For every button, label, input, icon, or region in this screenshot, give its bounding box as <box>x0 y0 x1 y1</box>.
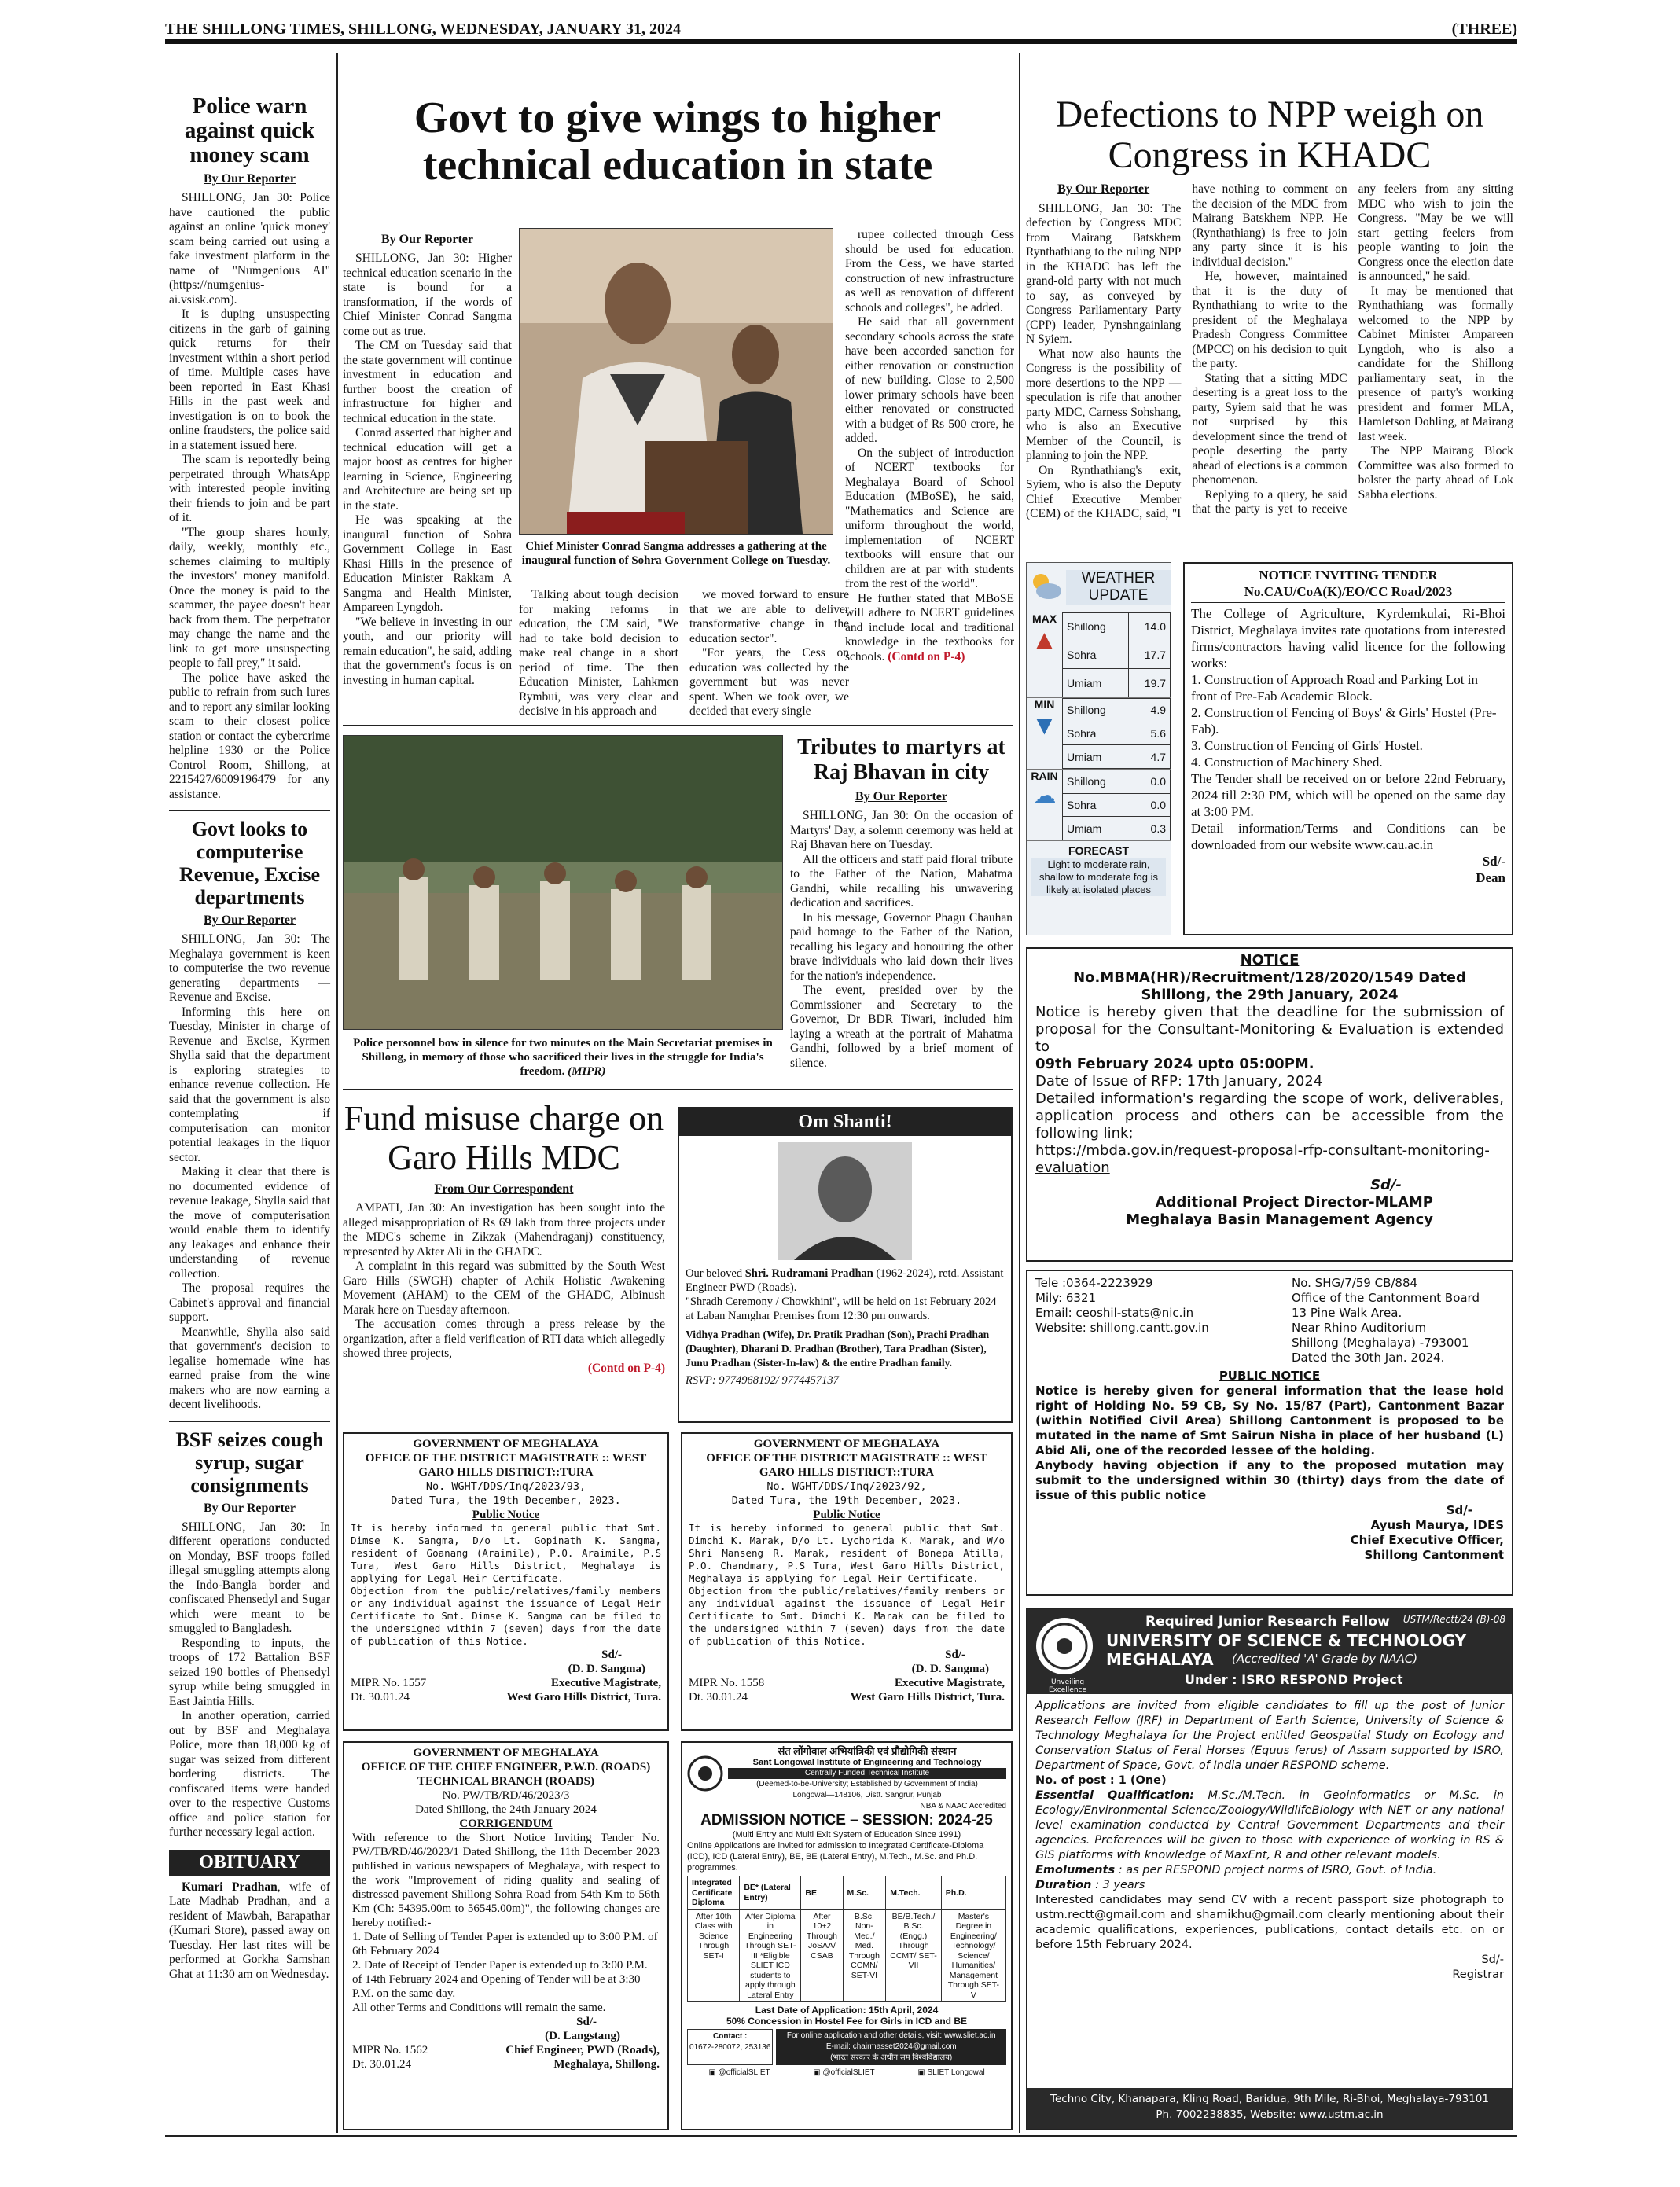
paragraph: On the subject of introduction of NCERT textbooks for Meghalaya Board of School Education (MBoSE), he said, "Mathematics and Science are uniform throughout the world, implementation of NCERT textbooks will ensure that our children are at par with students from the rest of the world". <box>845 446 1014 590</box>
sliet-logo-icon <box>687 1755 723 1792</box>
dm-title: Public Notice <box>813 1509 880 1521</box>
paragraph: "The group shares hourly, daily, weekly, monthly etc., schemes claiming to multiply the investors' money manifold. Once the money is paid to the scammer, the payee doesn't hear back from them. The perpetrator may change the name and the link to get more unsuspecting people to fall prey," it said. <box>169 525 330 670</box>
weather-station: Sohra <box>1063 641 1129 669</box>
ustm-emol-label: Emoluments <box>1035 1864 1116 1876</box>
ustm-emol: : as per RESPOND project norms of ISRO, Govt. of India. <box>1115 1864 1437 1876</box>
pwd-corrigendum <box>343 1741 669 2130</box>
ustm-university: UNIVERSITY OF SCIENCE & TECHNOLOGY MEGHALAYA <box>1106 1631 1467 1669</box>
paragraph: Meanwhile, Shylla also said that government's decision to legalise homemade wine has earned praise from the wine makers who are now earning a decent livelihoods. <box>169 1325 330 1411</box>
dm-sd: Sd/- <box>601 1649 622 1661</box>
paragraph: rupee collected through Cess should be used for education. From the Cess, we have started construction of new infrastructure as well as renovation of different schools and colleges", he added. <box>845 228 1014 314</box>
om-shanti-box <box>678 1107 1013 1423</box>
dm-name: (D. D. Sangma) <box>568 1663 645 1675</box>
dm-office: OFFICE OF THE DISTRICT MAGISTRATE :: WEST GARO HILLS DISTRICT::TURA <box>706 1452 987 1479</box>
sliet-th: M.Tech. <box>886 1876 942 1910</box>
ustm-grade: (Accredited 'A' Grade by NAAC) <box>1232 1652 1418 1666</box>
cantt-body: Notice is hereby given for general information that the lease hold right of Holding No. 59 CB, Sy No. 15/87 (Part), Cantonment Bazar (within Notified Civil Area) Shillong Cantonment is proposed to be mutated in the name of Smt Sairun Nisha in place of her husband (L) Abid Ali, one of the recorded lessee of the holding. <box>1035 1384 1504 1457</box>
mbma-date: Shillong, the 29th January, 2024 <box>1141 987 1399 1003</box>
divider <box>343 725 1013 726</box>
cantt-date: Dated the 30th Jan. 2024. <box>1292 1351 1445 1365</box>
paragraph: Conrad asserted that higher and technical education will get a major boost as centres for higher learning in Science, Engineering and Architecture are being set up in the state. <box>343 426 512 513</box>
sliet-td: Master's Degree in Engineering/ Technology/ Science/ Humanities/ Management Through SET-V <box>941 1909 1005 2002</box>
column-rule <box>1019 53 1020 2133</box>
dm-sig: Executive Magistrate, <box>551 1677 661 1689</box>
cantt-web[interactable]: Website: shillong.cantt.gov.in <box>1035 1321 1209 1335</box>
tender-ref: No.CAU/CoA(K)/EO/CC Road/2023 <box>1244 584 1453 599</box>
headline-wings: Govt to give wings to higher technical education in state <box>414 94 942 189</box>
paragraph: What now also haunts the Congress is the possibility of more desertions to the NPP — speculation is rife that another party MDC, Carness Sohshang, who is also an Executive Member of the Council, is planning to join the NPP. <box>1026 347 1182 462</box>
paragraph: SHILLONG, Jan 30: On the occasion of Martyrs' Day, a solemn ceremony was held at Raj Bhavan here on Tuesday. <box>790 809 1013 851</box>
byline-bsf: By Our Reporter <box>203 1501 296 1515</box>
om-ceremony: "Shradh Ceremony / Chowkhini", will be held on 1st February 2024 at Laban Namghar Premises from 12:30 pm onwards. <box>686 1296 997 1322</box>
article-scam <box>169 191 330 802</box>
sliet-th: Integrated Certificate Diploma <box>688 1876 740 1910</box>
dm-mipr: MIPR No. 1557 <box>351 1677 427 1689</box>
paragraph: It may be mentioned that Rynthathiang was formally welcomed to the NPP by Cabinet Minister Ampareen Lyngdoh, who is also a candidate for the Shillong parliamentary seat, in the presence of party's working president and former MLA, Hamletson Dohling, at Mairang last week. <box>1358 284 1513 443</box>
sliet-td: After Diploma in Engineering Through SET-III *Eligible SLIET ICD students to apply through Lateral Entry <box>740 1909 801 2002</box>
sliet-online-text[interactable]: For online application and other details, visit: www.sliet.ac.in <box>786 2031 996 2040</box>
dm-body: It is hereby informed to general public that Smt. Dimse K. Sangma, D/o Lt. Gopinath K. Sangma, resident of Goanang (Araimile), P.O. Araimile, P.S Tura, West Garo Hills District, Meghalaya is applying for Legal Heir Certificate. <box>351 1522 661 1584</box>
ustm-intro: Applications are invited from eligible candidates to fill up the post of Junior Research Fellow (JRF) in Department of Earth Science, University of Science & Technology Meghalaya for the Project entitled Geospatial Study on Ecology and Conservation Status of Feral Horses (Equus ferus) of Assam supported by ISRO, Department of Space, Govt. of India under RESPOND scheme. <box>1035 1700 1504 1772</box>
pwd-sig: Meghalaya, Shillong. <box>553 2058 660 2071</box>
tender-deadline: The Tender shall be received on or before 22nd February, 2024 till 2:30 PM, which will be opened on the same day at 3:00 PM. <box>1191 771 1505 819</box>
linkedin-icon: ▣ SLIET Longowal <box>917 2068 985 2077</box>
sliet-td: After 10th Class with Science Through SET-I <box>688 1909 740 2002</box>
ustm-apply: Interested candidates may send CV with a recent passport size photograph to ustm.rectt@gmail.com and shamikhu@gmail.com clearly mentioning about their academic qualifications, experiences, publications, contact details etc. on or before 15th February 2024. <box>1035 1894 1504 1951</box>
weather-value: 19.7 <box>1129 669 1171 697</box>
pwd-name: (D. Langstang) <box>545 2030 620 2042</box>
sliet-concession: 50% Concession in Hostel Fee for Girls in ICD and BE <box>726 2016 968 2027</box>
sliet-td: After 10+2 Through JoSAA/ CSAB <box>801 1909 843 2002</box>
dm-ref: No. WGHT/DDS/Inq/2023/93, <box>425 1480 586 1493</box>
paragraph: Stating that a sitting MDC deserting is a great loss to the party, Syiem said that he was not surprised by this development since the trend of people deserting the party ahead of elections is a common phenomenon. <box>1192 371 1347 487</box>
sliet-name: Sant Longowal Institute of Engineering and Technology <box>752 1758 982 1767</box>
twitter-icon: ▣ @officialSLIET <box>813 2068 875 2077</box>
dm-sig: West Garo Hills District, Tura. <box>506 1691 661 1704</box>
forecast-text: Light to moderate rain, shallow to moderate fog is likely at isolated places <box>1031 858 1166 896</box>
pwd-date: Dated Shillong, the 24th January 2024 <box>415 1803 597 1816</box>
byline-scam: By Our Reporter <box>203 172 296 186</box>
weather-station: Sohra <box>1063 793 1134 817</box>
obituary-name: Kumari Pradhan <box>182 1880 278 1894</box>
paragraph: AMPATI, Jan 30: An investigation has been sought into the alleged misappropriation of Rs 69 lakh from three projects under the MDC's scheme in Zikzak (Mahendraganj) constituency, represented by Akter Ali in the GHADC. <box>343 1201 665 1259</box>
dm-dt: Dt. 30.01.24 <box>351 1691 410 1704</box>
footer-rule <box>165 2135 1517 2137</box>
paragraph: He, however, maintained that it is the duty of Rynthathiang to write to the president of the Meghalaya Pradesh Congress Committee (MPCC) on his decision to quit the party. <box>1192 270 1347 370</box>
headline-defections: Defections to NPP weigh on Congress in KHADC <box>1055 94 1484 176</box>
sliet-email[interactable]: E-mail: chairmasset2024@gmail.com <box>825 2042 957 2051</box>
cantt-sd: Sd/- <box>1446 1503 1472 1517</box>
cantt-sig: Shillong Cantonment <box>1364 1548 1504 1562</box>
sliet-hindi-name: संत लोंगोवाल अभियांत्रिकी एवं प्रौद्योगिकी संस्थान <box>778 1745 957 1757</box>
headline-scam: Police warn against quick money scam <box>184 94 315 167</box>
pwd-sd: Sd/- <box>576 2016 597 2028</box>
defections-body <box>1026 182 1513 528</box>
sliet-subtitle: (Multi Entry and Multi Exit System of Education Since 1991) <box>732 1830 961 1840</box>
obituary-body: , wife of Late Madhab Pradhan, and a resident of Mawbah, Barapathar (Kumari Store), passed away on Tuesday. Her last rites will be performed at Gorkha Samshan Ghat at 11:30 am on Wednesday. <box>169 1880 331 1981</box>
weather-max-label: MAX <box>1031 612 1057 625</box>
dm-mipr: MIPR No. 1558 <box>689 1677 765 1689</box>
cantt-addr: Near Rhino Auditorium <box>1292 1321 1427 1335</box>
mbma-body: Notice is hereby given that the deadline for the submission of proposal for the Consultant-Monitoring & Evaluation is extended to <box>1035 1004 1504 1055</box>
dm-gov: GOVERNMENT OF MEGHALAYA <box>753 1438 940 1450</box>
weather-station: Umiam <box>1063 669 1129 697</box>
om-text: (1962-2024), retd. Assistant Engineer PWD (Roads). <box>686 1267 1004 1294</box>
pwd-branch: TECHNICAL BRANCH (ROADS) <box>417 1775 595 1788</box>
defections-article <box>1026 94 1513 566</box>
dm-name: (D. D. Sangma) <box>911 1663 989 1675</box>
mbma-sd: Sd/- <box>1370 1177 1402 1193</box>
weather-value: 0.0 <box>1134 793 1171 817</box>
paragraph: we moved forward to ensure that we are able to deliver transformative change in the education sector". <box>689 588 849 645</box>
weather-station: Shillong <box>1063 613 1129 641</box>
pwd-item: 1. Date of Selling of Tender Paper is extended up to 3:00 P.M. of 6th February 2024 <box>352 1931 658 1957</box>
weather-value: 0.3 <box>1134 817 1171 840</box>
photo-police-silence <box>343 735 783 1030</box>
weather-sun-cloud-icon <box>1027 568 1066 607</box>
dm-gov: GOVERNMENT OF MEGHALAYA <box>413 1438 599 1450</box>
dm-sd: Sd/- <box>945 1649 965 1661</box>
ustm-phone: Ph. 7002238835, Website: www.ustm.ac.in <box>1156 2108 1384 2121</box>
sliet-title: ADMISSION NOTICE – SESSION: 2024-25 <box>700 1812 993 1829</box>
paragraph: SHILLONG, Jan 30: The defection by Congress MDC from Mairang Batskhem Rynthathiang to the ruling NPP in the KHADC has left the grand-old party with not much to say, as conveyed by Congress Parliamentary Party (CPP) leader, Pynshngainlang N Syiem. <box>1026 201 1182 346</box>
weather-value: 4.7 <box>1134 745 1171 769</box>
mbma-body: Detailed information's regarding the scope of work, deliverables, application process and others can be accessible from the following link; <box>1035 1090 1504 1141</box>
paragraph: He said that all government secondary schools across the state have been accorded sanction for either renovation or construction of new building. Close to 2,500 lower primary schools have been either renovated or constructed with a budget of Rs 500 crore, he added. <box>845 315 1014 445</box>
tender-title: NOTICE INVITING TENDER <box>1259 568 1438 583</box>
paragraph: "For years, the Cess on education was collected by the government but was never spent. When we took over, we decided that every single <box>689 646 849 718</box>
mbma-sig: Additional Project Director-MLAMP <box>1155 1194 1433 1211</box>
wings-col1 <box>343 228 512 715</box>
paragraph: SHILLONG, Jan 30: Police have cautioned the public against an online 'quick money' scam being carried out using a fake investment platform in the name of "Numgenious AI" (https://numgenius-ai.vsisk.com). <box>169 191 330 307</box>
portrait-graphic <box>778 1142 912 1260</box>
paragraph: In another operation, carried out by BSF and Meghalaya Police, more than 18,000 kg of sugar was seized from different bordering districts. The confiscated items were handed over to the respective Customs office and police station for further necessary legal action. <box>169 1709 330 1839</box>
paragraph: Replying to a query, he said that the party is yet to receive any feelers from any sitting MDC who wish to join the Congress. "May be we will start getting feelers from people wanting to join the Congress once the election date is announced," he said. <box>1192 182 1513 516</box>
weather-value: 0.0 <box>1134 770 1171 794</box>
portrait-rudramani <box>778 1142 912 1260</box>
thermometer-hot-icon: ▲ <box>1031 625 1058 655</box>
forecast-title: FORECAST <box>1068 844 1129 857</box>
paragraph: SHILLONG, Jan 30: The Meghalaya government is keen to computerise the two revenue generating departments — Revenue and Excise. <box>169 932 330 1004</box>
column-rule <box>336 53 338 2133</box>
weather-station: Sohra <box>1063 722 1134 745</box>
sliet-admission <box>681 1741 1013 2130</box>
paragraph: On Rynthathiang's exit, Syiem, who is also the Deputy Chief Executive Member (CEM) of the KHADC, said, "I have nothing to comment on the decision of the MDC from Mairang Batskhem NPP. He (Rynthathiang) is free to join any party since it is his individual decision." <box>1026 182 1347 520</box>
weather-title: UPDATE <box>1088 587 1149 604</box>
article-revenue <box>169 932 330 1413</box>
paragraph: He was speaking at the inaugural function of Sohra Government College in East Khasi Hills in the presence of Education Minister Rakkam A Sangma and Health Minister, Ampareen Lyngdoh. <box>343 513 512 614</box>
photo-cm-graphic <box>520 229 833 534</box>
caption-police <box>343 1036 783 1083</box>
mbma-link[interactable]: https://mbda.gov.in/request-proposal-rfp-consultant-monitoring-evaluation <box>1035 1142 1490 1176</box>
dm-body: Objection from the public/relatives/family members or any individual against the issuance of Legal Heir Certificate to Smt. Dimchi K. Marak can be filed to the undersigned within 7 (seven) days from the date of publication of this Notice. <box>689 1585 1005 1647</box>
weather-widget <box>1026 562 1171 935</box>
weather-value: 4.9 <box>1134 699 1171 722</box>
weather-station: Umiam <box>1063 745 1134 769</box>
ustm-under: Under : ISRO RESPOND Project <box>1185 1672 1403 1687</box>
weather-station: Shillong <box>1063 699 1134 722</box>
contd-link[interactable]: (Contd on P-4) <box>888 649 965 663</box>
dm-ref: No. WGHT/DDS/Inq/2023/92, <box>766 1480 927 1493</box>
dm-sig: West Garo Hills District, Tura. <box>850 1691 1005 1704</box>
paragraph: The police have asked the public to refrain from such lures and to report any similar looking scam to their closest police station or contact the cybercrime helpline 1930 or the Police Control Room, Shillong, at 2215427/6009196479 for any assistance. <box>169 671 330 801</box>
sliet-td: BE/B.Tech./ B.Sc. (Engg.) Through CCMT/ SET-VII <box>886 1909 942 2002</box>
tender-sd: Sd/- <box>1482 854 1505 869</box>
tender-intro: The College of Agriculture, Kyrdemkulai, Ri-Bhoi District, Meghalaya invites rate quotations from interested firms/contractors having valid licence for the following works: <box>1191 606 1505 671</box>
mbma-title: NOTICE <box>1240 952 1300 969</box>
headline-bsf: BSF seizes cough syrup, sugar consignments <box>175 1428 324 1497</box>
dm-title: Public Notice <box>472 1509 540 1521</box>
thermometer-cold-icon: ▼ <box>1031 711 1058 741</box>
ustm-address: Techno City, Khanapara, Kling Road, Baridua, 9th Mile, Ri-Bhoi, Meghalaya-793101 <box>1050 2093 1489 2105</box>
martyrs-article <box>790 735 1013 1070</box>
headline-martyrs: Tributes to martyrs at Raj Bhavan in city <box>797 735 1005 785</box>
pwd-gov: GOVERNMENT OF MEGHALAYA <box>413 1747 599 1759</box>
divider <box>169 1421 330 1422</box>
sliet-linkedin[interactable]: SLIET Longowal <box>927 2068 985 2077</box>
ustm-emblem-icon <box>1034 1615 1095 1677</box>
pwd-ref: No. PW/TB/RD/46/2023/3 <box>442 1789 570 1802</box>
ustm-qual: M.Sc./M.Tech. in Geoinformatics or M.Sc. in Ecology/Environmental Science/Zoology/WildlifeBiology with NET or any national level examination conducted by Central Government Departments and their agencies. Preferences will be given to those with experience of working in RS & GIS platforms with knowledge of MaxEnt, R and other relevant models. <box>1035 1789 1504 1862</box>
dm-notice-2 <box>681 1432 1013 1731</box>
sliet-td: B.Sc. Non-Med./ Med. Through CCMN/ SET-VI <box>843 1909 886 2002</box>
paragraph: The event, presided over by the Commissioner and Secretary to the Governor, Dr BDR Tiwari, included him laying a wreath at the portrait of Mahatma Gandhi, followed by a brief moment of silence. <box>790 983 1013 1070</box>
obituary-banner: OBITUARY <box>169 1850 330 1876</box>
ustm-ad <box>1026 1608 1513 2130</box>
dm-office: OFFICE OF THE DISTRICT MAGISTRATE :: WEST GARO HILLS DISTRICT::TURA <box>365 1452 647 1479</box>
weather-station: Shillong <box>1063 770 1134 794</box>
mbma-ref: No.MBMA(HR)/Recruitment/128/2020/1549 Dated <box>1073 969 1466 986</box>
caption-police-text: Police personnel bow in silence for two minutes on the Main Secretariat premises in Shillong, in memory of those who sacrificed their lives in the struggle for India's freedom. <box>353 1037 773 1078</box>
mbma-issue: Date of Issue of RFP: 17th January, 2024 <box>1035 1073 1323 1090</box>
ustm-motto: Unveiling Excellence <box>1048 1678 1087 1694</box>
sliet-table <box>687 1876 1006 2002</box>
weather-title: WEATHER <box>1081 570 1156 586</box>
masthead-left: THE SHILLONG TIMES, SHILLONG, WEDNESDAY, JANUARY 31, 2024 <box>165 20 681 38</box>
byline-garo: From Our Correspondent <box>434 1182 574 1196</box>
sliet-twitter[interactable]: @officialSLIET <box>822 2068 875 2077</box>
ustm-sd: Sd/- <box>1481 1954 1504 1966</box>
ustm-registrar: Registrar <box>1452 1968 1504 1981</box>
ustm-title: Required Junior Research Fellow <box>1145 1614 1390 1630</box>
mbma-deadline: 09th February 2024 upto 05:00PM. <box>1035 1056 1314 1072</box>
wings-under-photo <box>519 588 849 722</box>
paragraph: In his message, Governor Phagu Chauhan paid homage to the Father of the Nation, recalling his legacy and honouring the other brave individuals who laid down their lives for the nation's independence. <box>790 910 1013 983</box>
weather-value: 14.0 <box>1129 613 1171 641</box>
rain-cloud-icon: ☁ <box>1032 783 1057 809</box>
cantonment-notice <box>1026 1270 1513 1596</box>
paragraph: It is duping unsuspecting citizens in the garb of gaining quick returns for their investment within a short period of time. Multiple cases have been reported in East Khasi Hills in the past week and investigation is on to book the online fraudsters, the police said in a statement issued here. <box>169 307 330 452</box>
weather-min <box>1027 698 1171 770</box>
facebook-icon: ▣ @officialSLIET <box>708 2068 770 2077</box>
ustm-qual-label: Essential Qualification: <box>1035 1789 1195 1802</box>
weather-min-label: MIN <box>1034 698 1055 711</box>
masthead <box>165 14 1517 44</box>
sliet-th: BE* (Lateral Entry) <box>740 1876 801 1910</box>
paragraph: The accusation comes through a press release by the organization, after a field verification of RTI data which allegedly showed three projects, <box>343 1318 665 1360</box>
pwd-item: All other Terms and Conditions will remain the same. <box>352 2001 606 2014</box>
headline-garo: Fund misuse charge on Garo Hills MDC <box>344 1099 664 1177</box>
garo-article <box>343 1099 665 1421</box>
weather-value: 5.6 <box>1134 722 1171 745</box>
cantt-addr: Shillong (Meghalaya) -793001 <box>1292 1336 1469 1350</box>
cantt-tel: Tele :0364-2223929 <box>1035 1276 1153 1290</box>
dm-notice-1 <box>343 1432 669 1731</box>
cantt-sig: Chief Executive Officer, <box>1350 1533 1504 1547</box>
page-number: (THREE) <box>1451 20 1517 38</box>
sliet-facebook[interactable]: @officialSLIET <box>718 2068 770 2077</box>
tender-item: 4. Construction of Machinery Shed. <box>1191 755 1383 770</box>
photo-cm-sangma <box>519 228 833 535</box>
mbma-notice <box>1026 947 1513 1262</box>
paragraph: Talking about tough decision for making reforms in education, the CM said, "We had to take bold decision to make real change in a short period of time. The then Education Minister, Lahkmen Rymbui, was very clear and decisive in his approach and <box>519 588 678 718</box>
sliet-sub: Centrally Funded Technical Institute <box>728 1768 1006 1779</box>
om-rsvp: RSVP: 9774968192/ 9774457137 <box>686 1374 839 1387</box>
paragraph: The NPP Mairang Block Committee was also formed to bolster the party ahead of Lok Sabha elections. <box>1358 444 1513 502</box>
ustm-footer <box>1027 2088 1512 2129</box>
masthead-rule <box>165 39 1517 44</box>
ustm-body <box>1027 1694 1512 1987</box>
paragraph: The proposal requires the Cabinet's approval and financial support. <box>169 1281 330 1324</box>
sliet-naac: NBA & NAAC Accredited <box>920 1802 1006 1810</box>
sliet-th: M.Sc. <box>843 1876 886 1910</box>
om-shanti-title: Om Shanti! <box>679 1108 1011 1136</box>
om-family: Vidhya Pradhan (Wife), Dr. Pratik Pradhan (Son), Prachi Pradhan (Daughter), Dharani D. Pradhan (Brother), Tara Pradhan (Sister), Junu Pradhan (Sister-In-law) & the entire Pradhan family. <box>686 1329 990 1369</box>
weather-rain <box>1027 770 1171 841</box>
weather-rain-label: RAIN <box>1031 770 1058 782</box>
pwd-office: OFFICE OF THE CHIEF ENGINEER, P.W.D. (ROADS) <box>361 1761 651 1773</box>
cantt-title: PUBLIC NOTICE <box>1219 1369 1321 1383</box>
paragraph-text: He further stated that MBoSE will adhere to NCERT guidelines and include local and traditional knowledge in the textbooks for schools. <box>845 591 1014 663</box>
weather-max <box>1027 612 1171 698</box>
mbma-sig: Meghalaya Basin Management Agency <box>1126 1211 1433 1228</box>
byline-defections: By Our Reporter <box>1057 182 1150 196</box>
tender-item: 1. Construction of Approach Road and Parking Lot in front of Pre-Fab Academic Block. <box>1191 672 1478 704</box>
dm-dt: Dt. 30.01.24 <box>689 1691 748 1704</box>
tender-item: 3. Construction of Fencing of Girls' Hostel. <box>1191 738 1423 753</box>
paragraph: The CM on Tuesday said that the state government will continue investment in education and further boost the creation of infrastructure for higher and technical education in the state. <box>343 339 512 425</box>
tender-sig: Dean <box>1476 870 1505 885</box>
weather-station: Umiam <box>1063 817 1134 840</box>
pwd-title: CORRIGENDUM <box>459 1818 553 1830</box>
ustm-header <box>1027 1609 1512 1694</box>
cantt-email[interactable]: Email: ceoshil-stats@nic.in <box>1035 1306 1194 1320</box>
byline-wings: By Our Reporter <box>380 233 473 246</box>
divider <box>169 810 330 811</box>
cantt-no: No. SHG/7/59 CB/884 <box>1292 1276 1418 1290</box>
wings-col4 <box>845 228 1014 722</box>
om-shanti-text <box>679 1266 1011 1388</box>
caption-credit: (MIPR) <box>568 1065 606 1078</box>
byline-revenue: By Our Reporter <box>203 913 296 927</box>
cantt-body: Anybody having objection if any to the proposed mutation may submit to the undersigned within 30 (thirty) days from the date of issue of this public notice <box>1035 1458 1504 1502</box>
byline-martyrs: By Our Reporter <box>855 790 947 803</box>
caption-cm: Chief Minister Conrad Sangma addresses a gathering at the inaugural function of Sohra Government College on Tuesday. <box>521 540 831 567</box>
weather-value: 17.7 <box>1129 641 1171 669</box>
paragraph: "We believe in investing in our youth, and our priority will remain education", he said, adding that the government's focus is on investing in human capital. <box>343 615 512 687</box>
paragraph: Responding to inputs, the troops of 172 Battalion BSF seized 190 bottles of Phensedyl syrup while being smuggled in East Jaintia Hills. <box>169 1636 330 1708</box>
paragraph: Informing this here on Tuesday, Minister in charge of Revenue and Excise, Kyrmen Shylla said that the department is exploring strategies to enhance revenue collection. He said that the government is also contemplating if computerisation can monitor potential leakages in the liquor sector. <box>169 1005 330 1164</box>
contd-link[interactable]: (Contd on P-4) <box>587 1361 665 1375</box>
paragraph: SHILLONG, Jan 30: Higher technical education scenario in the state is bound for a transformation, if the words of Chief Minister Conrad Sangma come out as true. <box>343 252 512 338</box>
pwd-item: 2. Date of Receipt of Tender Paper is extended up to 3:00 P.M. of 14th February 2024 and Opening of Tender will be at 3:30 P.M. on the same day. <box>352 1959 648 2000</box>
divider <box>343 1089 1013 1090</box>
pwd-sig: Chief Engineer, PWD (Roads), <box>505 2044 660 2057</box>
cantt-mily: Mily: 6321 <box>1035 1291 1097 1305</box>
paragraph: SHILLONG, Jan 30: In different operations conducted on Monday, BSF troops foiled illegal smuggling attempts along the Indo-Bangla border and confiscated Phensedyl and Sugar which were meant to be smuggled to Bangladesh. <box>169 1520 330 1635</box>
ustm-dur-label: Duration <box>1035 1879 1092 1891</box>
sliet-contact-label: Contact : <box>713 2032 748 2041</box>
sliet-contact-number: 01672-280072, 253136 <box>689 2043 771 2052</box>
paragraph <box>845 592 1014 665</box>
tender-detail: Detail information/Terms and Conditions can be downloaded from our website www.cau.ac.in <box>1191 821 1505 852</box>
sliet-sub: Longowal—148106, Distt. Sangrur, Punjab <box>792 1791 942 1799</box>
photo-police-graphic <box>344 736 782 1029</box>
paragraph: The scam is reportedly being perpetrated through WhatsApp with interested people inviting their friends to join and be part of it. <box>169 453 330 524</box>
cantt-addr: 13 Pine Walk Area. <box>1292 1306 1402 1320</box>
sliet-last-date: Last Date of Application: 15th April, 2024 <box>755 2005 939 2016</box>
om-text: Our beloved <box>686 1267 745 1280</box>
ustm-dur: : 3 years <box>1091 1879 1145 1891</box>
ustm-posts: No. of post : 1 (One) <box>1035 1774 1167 1787</box>
paragraph: Making it clear that there is no documented evidence of revenue leakage, Shylla said that the move of computerisation would enable them to identify any leakages and enhance their understanding of revenue collection. <box>169 1165 330 1281</box>
dm-date: Dated Tura, the 19th December, 2023. <box>731 1494 962 1507</box>
pwd-mipr: MIPR No. 1562 <box>352 2044 428 2057</box>
tender-item: 2. Construction of Fencing of Boys' & Girls' Hostel (Pre-Fab). <box>1191 705 1497 737</box>
obituary-text <box>169 1880 330 1983</box>
sliet-online <box>776 2029 1006 2065</box>
headline-wings-box <box>343 94 1013 189</box>
headline-revenue: Govt looks to computerise Revenue, Excise departments <box>178 818 321 909</box>
pwd-dt: Dt. 30.01.24 <box>352 2058 411 2071</box>
dm-date: Dated Tura, the 19th December, 2023. <box>391 1494 621 1507</box>
ustm-code: USTM/Rectt/24 (B)-08 <box>1402 1614 1505 1625</box>
dm-sig: Executive Magistrate, <box>895 1677 1005 1689</box>
sliet-hindi-note: (भारत सरकार के अधीन सम विश्वविद्यालय) <box>830 2053 953 2062</box>
left-column <box>169 94 330 2138</box>
sliet-contact <box>687 2029 773 2065</box>
pwd-body: With reference to the Short Notice Inviting Tender No. PW/TB/RD/46/2023/1 Dated Shillong, the 11th December 2023 published in various newspapers of Meghalaya, with respect to the work "Improvement of riding quality and sealing of distressed pavement Shillong Sohra Road from 54th Km to 56th Km (Ch: 54395.00m to 56545.00m)", the following changes are hereby notified:- <box>352 1832 660 1929</box>
sliet-th: Ph.D. <box>941 1876 1005 1910</box>
sliet-th: BE <box>801 1876 843 1910</box>
dm-body: It is hereby informed to general public that Smt. Dimchi K. Marak, D/o Lt. Lychorida K. Marak, and W/o Shri Manseng R. Marak, resident of Bonepa Atilla, P.O. Chandmary, P.S Tura, West Garo Hills District, Meghalaya is applying for Legal Heir Certificate. <box>689 1522 1005 1584</box>
tender-cau <box>1183 562 1513 935</box>
deceased-name: Shri. Rudramani Pradhan <box>744 1267 873 1280</box>
paragraph: All the officers and staff paid floral tribute to the Father of the Nation, Mahatma Gandhi, while recalling his unwavering dedication and sacrifices. <box>790 852 1013 910</box>
article-bsf <box>169 1520 330 1840</box>
divider <box>1191 602 1505 603</box>
dm-body: Objection from the public/relatives/family members or any individual against the issuance of Legal Heir Certificate to Smt. Dimse K. Sangma can be filed to the undersigned within 7 (seven) days from the date of publication of this Notice. <box>351 1585 661 1647</box>
cantt-sig: Ayush Maurya, IDES <box>1370 1518 1504 1532</box>
paragraph: A complaint in this regard was submitted by the South West Garo Hills (SWGH) chapter of Achik Holistic Awakening Movement (AHAM) to the CEM of the GHADC, Albinush Marak here on Tuesday afternoon. <box>343 1259 665 1317</box>
sliet-intro: Online Applications are invited for admission to Integrated Certificate-Diploma (ICD), ICD (Lateral Entry), BE, BE (Lateral Entry), M.Tech., M.Sc. and Ph.D. programmes. <box>687 1841 984 1873</box>
sliet-sub: (Deemed-to-be-University; Established by Government of India) <box>756 1780 978 1788</box>
cantt-office: Office of the Cantonment Board <box>1292 1291 1480 1305</box>
